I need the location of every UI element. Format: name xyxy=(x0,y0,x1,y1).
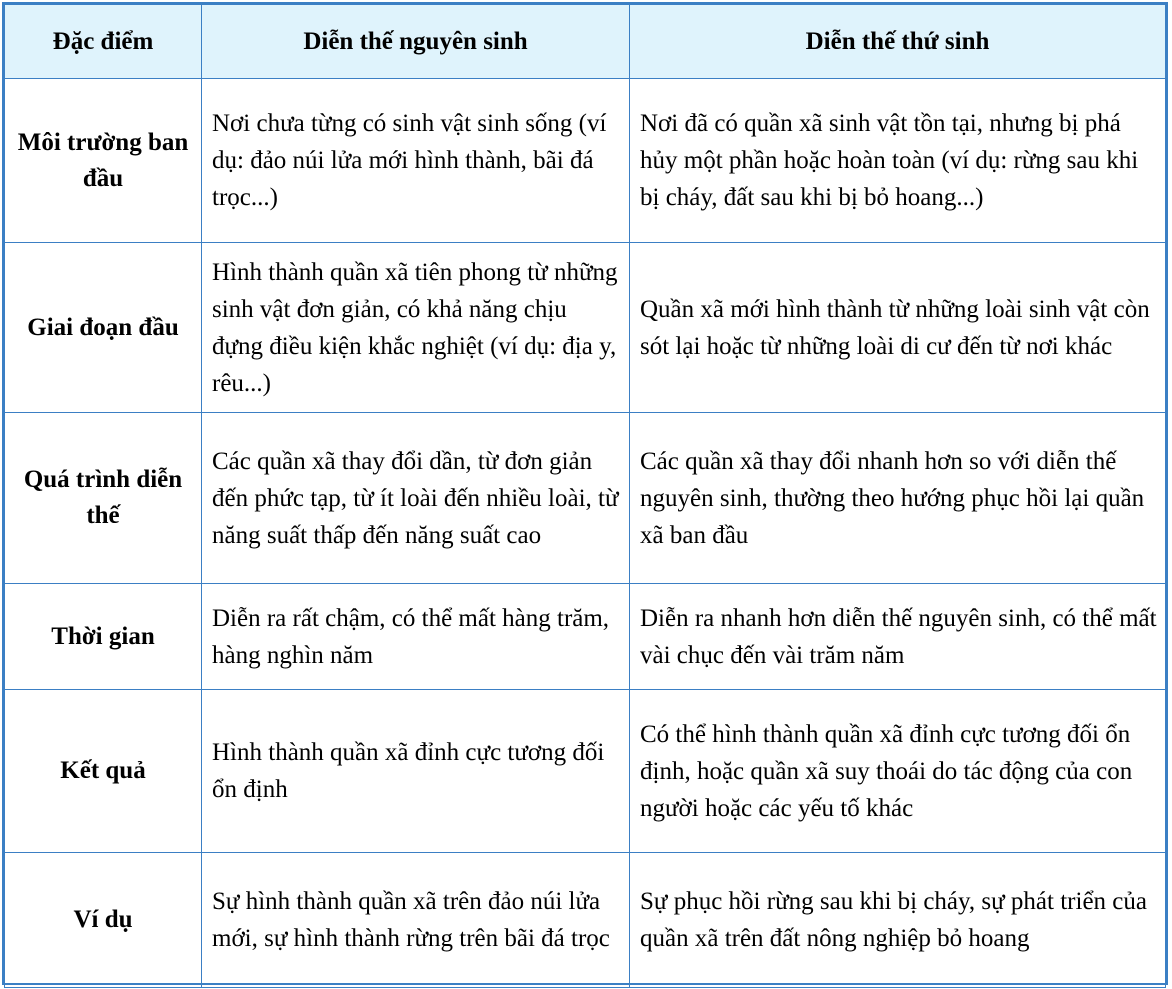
row-primary-cell: Nơi chưa từng có sinh vật sinh sống (ví dụ: đảo núi lửa mới hình thành, bãi đá trọc...) xyxy=(202,79,630,243)
table-row xyxy=(5,690,1166,853)
row-feature-label: Giai đoạn đầu xyxy=(5,243,202,413)
row-primary-cell: Hình thành quần xã đỉnh cực tương đối ổn định xyxy=(202,690,630,853)
row-feature-label: Ví dụ xyxy=(5,853,202,988)
row-feature-label: Quá trình diễn thế xyxy=(5,413,202,584)
row-feature-label: Kết quả xyxy=(5,690,202,853)
table-row xyxy=(5,413,1166,584)
header-primary-succession: Diễn thế nguyên sinh xyxy=(202,5,630,79)
row-primary-cell: Diễn ra rất chậm, có thể mất hàng trăm, hàng nghìn năm xyxy=(202,584,630,690)
comparison-table-container xyxy=(2,2,1168,985)
table-row xyxy=(5,853,1166,988)
row-primary-cell: Hình thành quần xã tiên phong từ những sinh vật đơn giản, có khả năng chịu đựng điều kiện khắc nghiệt (ví dụ: địa y, rêu...) xyxy=(202,243,630,413)
table-row xyxy=(5,79,1166,243)
row-feature-label: Thời gian xyxy=(5,584,202,690)
header-feature: Đặc điểm xyxy=(5,5,202,79)
row-feature-label: Môi trường ban đầu xyxy=(5,79,202,243)
row-secondary-cell: Diễn ra nhanh hơn diễn thế nguyên sinh, có thể mất vài chục đến vài trăm năm xyxy=(630,584,1166,690)
row-secondary-cell: Quần xã mới hình thành từ những loài sinh vật còn sót lại hoặc từ những loài di cư đến từ nơi khác xyxy=(630,243,1166,413)
row-primary-cell: Sự hình thành quần xã trên đảo núi lửa mới, sự hình thành rừng trên bãi đá trọc xyxy=(202,853,630,988)
table-row xyxy=(5,243,1166,413)
row-secondary-cell: Nơi đã có quần xã sinh vật tồn tại, nhưng bị phá hủy một phần hoặc hoàn toàn (ví dụ: rừng sau khi bị cháy, đất sau khi bị bỏ hoang...) xyxy=(630,79,1166,243)
header-secondary-succession: Diễn thế thứ sinh xyxy=(630,5,1166,79)
row-secondary-cell: Sự phục hồi rừng sau khi bị cháy, sự phát triển của quần xã trên đất nông nghiệp bỏ hoang xyxy=(630,853,1166,988)
row-secondary-cell: Các quần xã thay đổi nhanh hơn so với diễn thế nguyên sinh, thường theo hướng phục hồi lại quần xã ban đầu xyxy=(630,413,1166,584)
row-primary-cell: Các quần xã thay đổi dần, từ đơn giản đến phức tạp, từ ít loài đến nhiều loài, từ năng suất thấp đến năng suất cao xyxy=(202,413,630,584)
comparison-table xyxy=(4,4,1166,988)
table-header-row xyxy=(5,5,1166,79)
row-secondary-cell: Có thể hình thành quần xã đỉnh cực tương đối ổn định, hoặc quần xã suy thoái do tác động của con người hoặc các yếu tố khác xyxy=(630,690,1166,853)
table-row xyxy=(5,584,1166,690)
